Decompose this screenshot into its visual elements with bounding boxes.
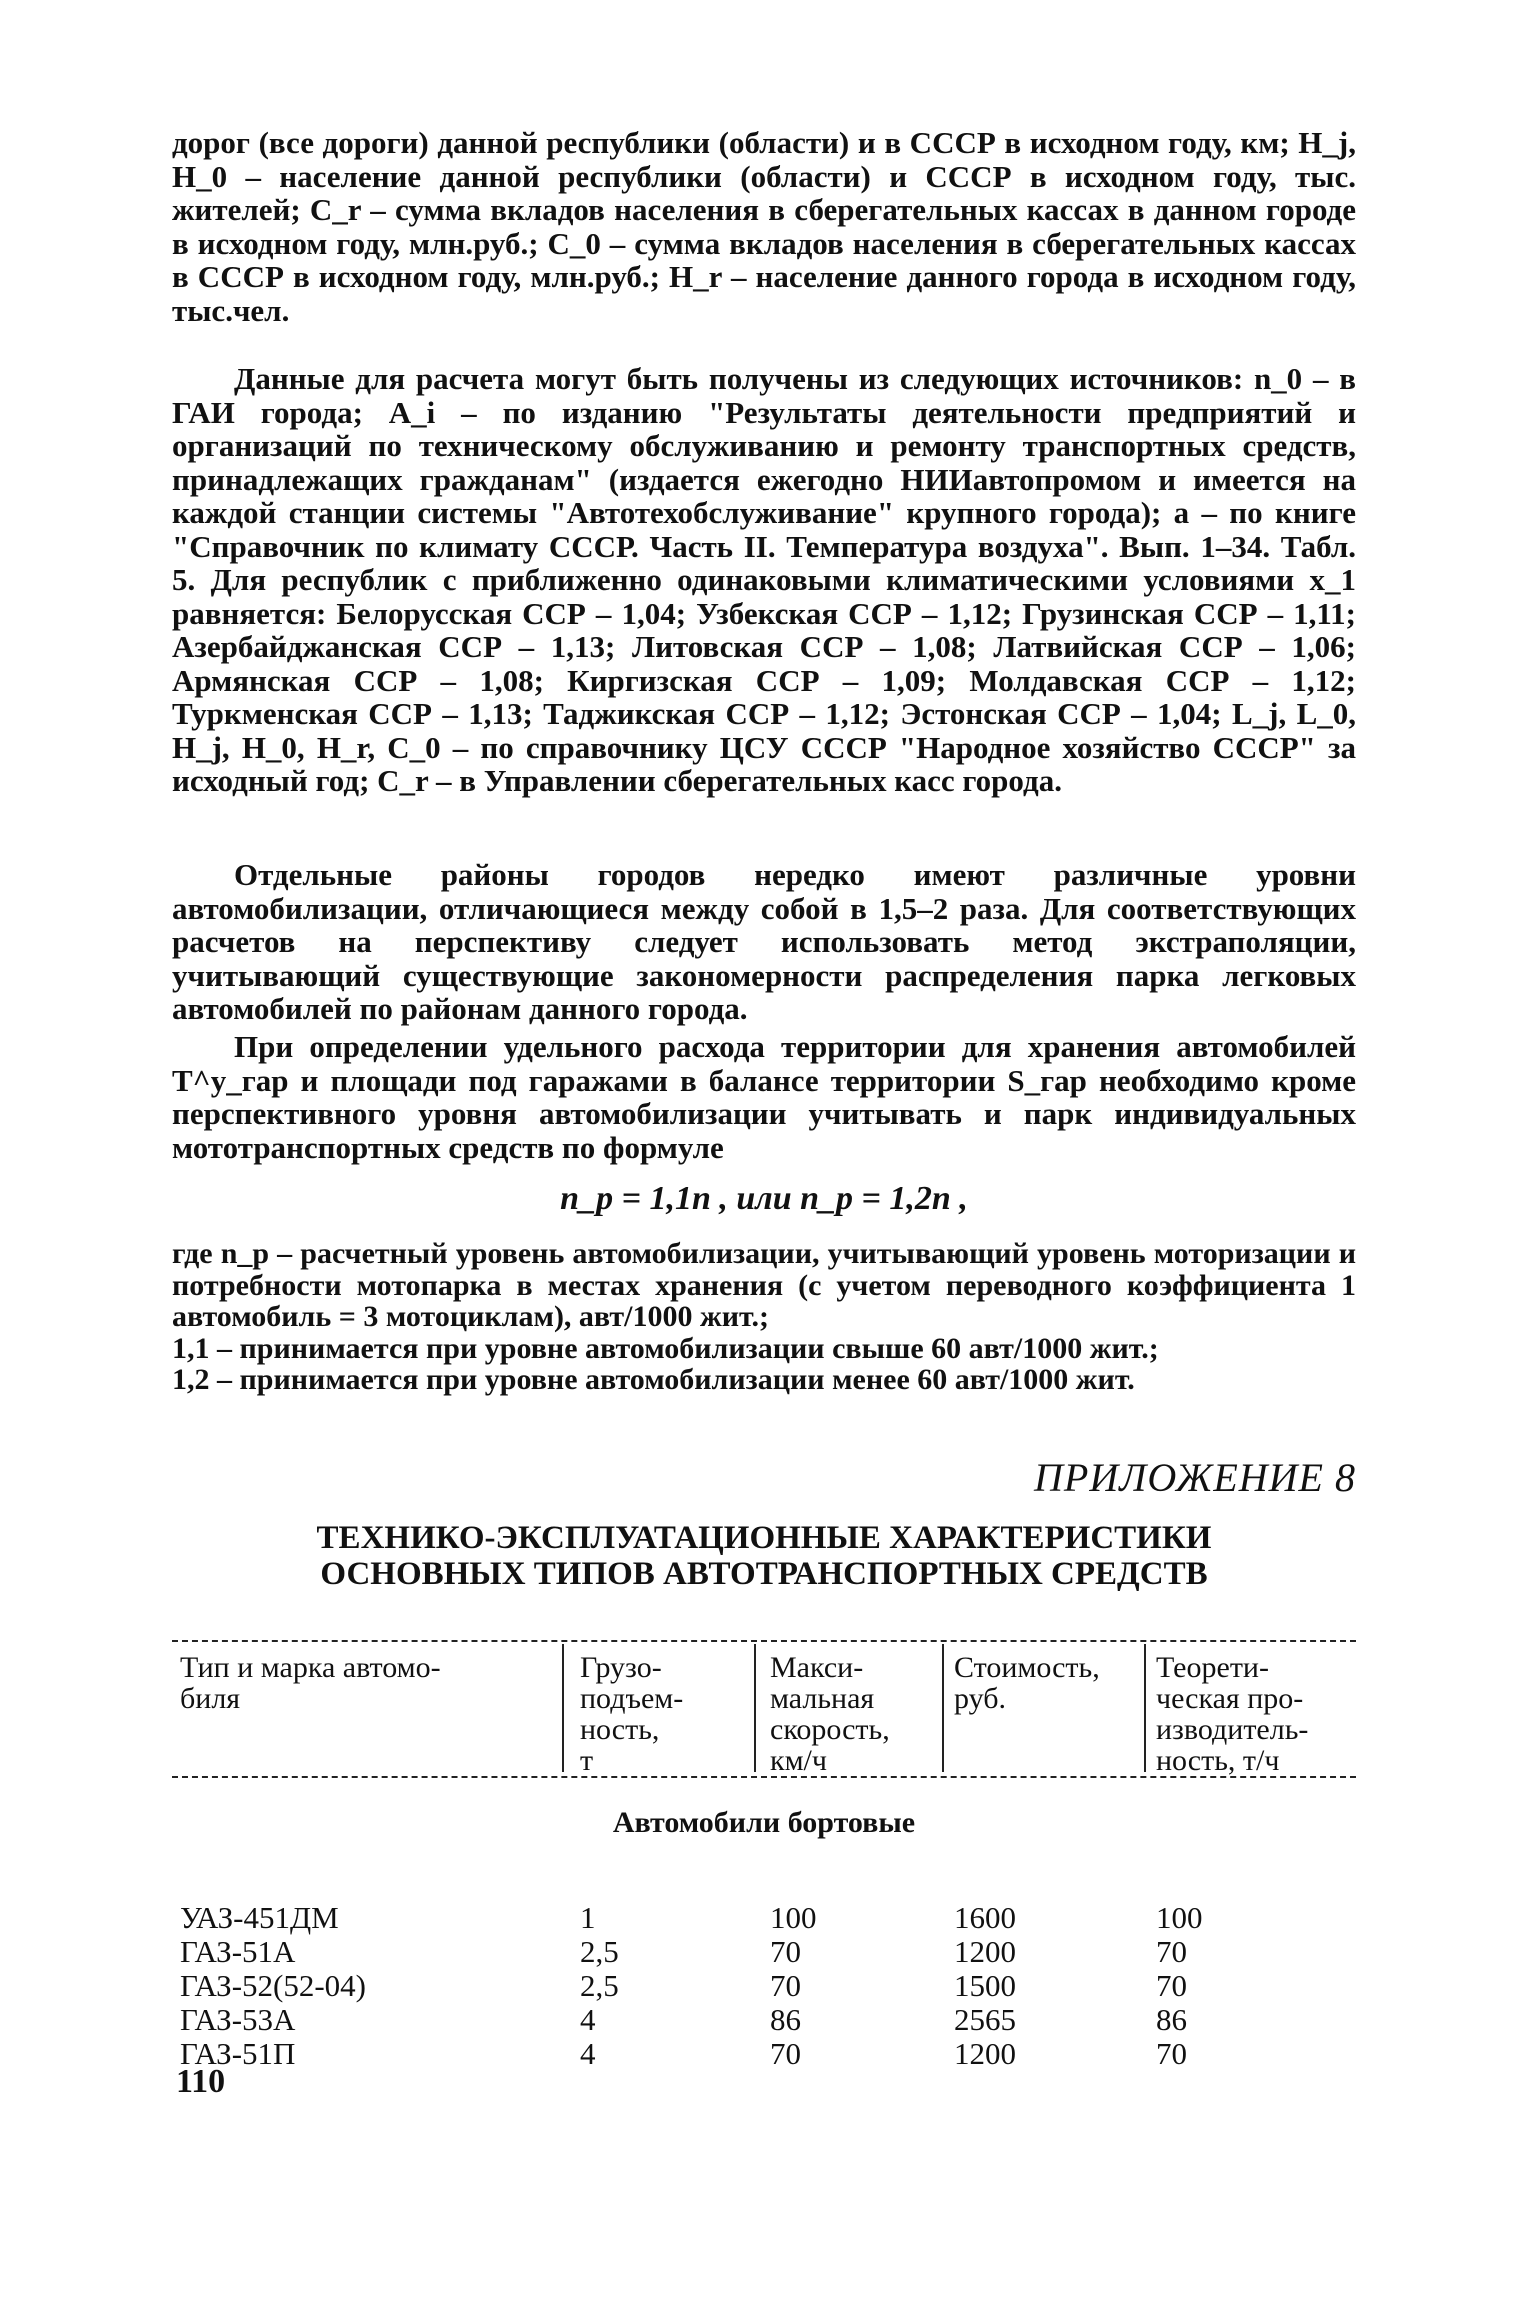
header-line: руб. bbox=[954, 1682, 1006, 1715]
paragraph-4 bbox=[172, 1030, 1356, 1164]
table-row bbox=[172, 2036, 1356, 2070]
column-divider bbox=[942, 1644, 944, 1772]
cell-speed: 100 bbox=[770, 1900, 817, 1935]
header-line: подъем- bbox=[580, 1682, 684, 1715]
cell-cost: 1500 bbox=[954, 1968, 1016, 2003]
header-line: Теорети- bbox=[1156, 1651, 1269, 1684]
column-divider bbox=[754, 1644, 756, 1772]
header-line: км/ч bbox=[770, 1744, 827, 1777]
cell-cost: 1200 bbox=[954, 2036, 1016, 2071]
column-divider bbox=[562, 1644, 564, 1772]
cell-speed: 86 bbox=[770, 2002, 801, 2037]
table-header-rule bbox=[172, 1776, 1356, 1778]
header-line: изводитель- bbox=[1156, 1713, 1309, 1746]
header-line: ность, bbox=[580, 1713, 660, 1746]
paragraph-text: дорог (все дороги) данной республики (области) и в СССР в исходном году, км; H_j, H_0 – население данной республики (области) и СССР в исходном году, тыс. жителей; C_r – сумма вкладов населения в сберегательных кассах в данном городе в исходном году, млн.руб.; C_0 – сумма вкладов населения в сберегательных кассах в СССР в исходном году, млн.руб.; H_r – население данного города в исходном году, тыс.чел. bbox=[172, 125, 1356, 328]
column-divider bbox=[1144, 1644, 1146, 1772]
header-line: биля bbox=[180, 1682, 241, 1715]
cell-cost: 1600 bbox=[954, 1900, 1016, 1935]
table-row bbox=[172, 2002, 1356, 2036]
column-header-speed bbox=[770, 1652, 890, 1776]
cell-type: УАЗ-451ДМ bbox=[180, 1900, 339, 1935]
cell-type: ГАЗ-52(52-04) bbox=[180, 1968, 366, 2003]
cell-capacity: 2,5 bbox=[580, 1968, 619, 2003]
explanation-line: где n_p – расчетный уровень автомобилизации, учитывающий уровень моторизации и потребности мотопарка в местах хранения (с учетом переводного коэффициента 1 автомобиль = 3 мотоциклам), авт/1000 жит.; bbox=[172, 1237, 1356, 1333]
column-header-cost bbox=[954, 1652, 1100, 1714]
paragraph-1 bbox=[172, 126, 1356, 327]
appendix-title-line: ТЕХНИКО-ЭКСПЛУАТАЦИОННЫЕ ХАРАКТЕРИСТИКИ bbox=[316, 1520, 1212, 1556]
cell-speed: 70 bbox=[770, 1968, 801, 2003]
cell-productivity: 100 bbox=[1156, 1900, 1203, 1935]
table-row bbox=[172, 1900, 1356, 1934]
header-line: скорость, bbox=[770, 1713, 890, 1746]
cell-productivity: 70 bbox=[1156, 1934, 1187, 1969]
cell-capacity: 4 bbox=[580, 2002, 596, 2037]
appendix-title bbox=[172, 1520, 1356, 1592]
appendix-label: ПРИЛОЖЕНИЕ 8 bbox=[1034, 1455, 1356, 1500]
cell-type: ГАЗ-53А bbox=[180, 2002, 296, 2037]
paragraph-text: Отдельные районы городов нередко имеют различные уровни автомобилизации, отличающиеся между собой в 1,5–2 раза. Для соответствующих расчетов на перспективу следует использовать метод экстраполяции, учитывающий существующие закономерности распределения парка легковых автомобилей по районам данного города. bbox=[172, 857, 1356, 1026]
paragraph-text: При определении удельного расхода территории для хранения автомобилей T^y_гар и площади под гаражами в балансе территории S_гар необходимо кроме перспективного уровня автомобилизации учитывать и парк индивидуальных мототранспортных средств по формуле bbox=[172, 1029, 1356, 1165]
cell-productivity: 70 bbox=[1156, 2036, 1187, 2071]
column-header-capacity bbox=[580, 1652, 683, 1776]
cell-cost: 2565 bbox=[954, 2002, 1016, 2037]
cell-cost: 1200 bbox=[954, 1934, 1016, 1969]
column-header-type bbox=[180, 1652, 441, 1714]
header-line: ность, т/ч bbox=[1156, 1744, 1280, 1777]
cell-productivity: 86 bbox=[1156, 2002, 1187, 2037]
table-section-heading: Автомобили бортовые bbox=[612, 1806, 916, 1839]
cell-productivity: 70 bbox=[1156, 1968, 1187, 2003]
header-line: мальная bbox=[770, 1682, 875, 1715]
header-line: Макси- bbox=[770, 1651, 864, 1684]
formula: n_p = 1,1n , или n_p = 1,2n , bbox=[560, 1180, 968, 1217]
explanation-line: 1,2 – принимается при уровне автомобилизации менее 60 авт/1000 жит. bbox=[172, 1363, 1135, 1396]
cell-type: ГАЗ-51П bbox=[180, 2036, 296, 2071]
cell-speed: 70 bbox=[770, 2036, 801, 2071]
explanation-line: 1,1 – принимается при уровне автомобилизации свыше 60 авт/1000 жит.; bbox=[172, 1331, 1159, 1365]
paragraph-text: Данные для расчета могут быть получены из следующих источников: n_0 – в ГАИ города; A_i – по изданию "Результаты деятельности предприятий и организаций по техническому обслуживанию и ремонту транспортных средств, принадлежащих гражданам" (издается ежегодно НИИавтопромом и имеется на каждой станции системы "Автотехобслуживание" крупного города); a – по книге "Справочник по климату СССР. Часть II. Температура воздуха". Вып. 1–34. Табл. 5. Для республик с приближенно одинаковыми климатическими условиями x_1 равняется: Белорусская ССР – 1,04; Узбекская ССР – 1,12; Грузинская ССР – 1,11; Азербайджанская ССР – 1,13; Литовская ССР – 1,08; Латвийская ССР – 1,06; Армянская ССР – 1,08; Киргизская ССР – 1,09; Молдавская ССР – 1,12; Туркменская ССР – 1,13; Таджикская ССР – 1,12; Эстонская ССР – 1,04; L_j, L_0, H_j, H_0, H_r, C_0 – по справочнику ЦСУ СССР "Народное хозяйство СССР" за исходный год; C_r – в Управлении сберегательных касс города. bbox=[172, 361, 1356, 798]
paragraph-2 bbox=[172, 362, 1356, 798]
header-line: Грузо- bbox=[580, 1651, 662, 1684]
paragraph-3 bbox=[172, 858, 1356, 1026]
cell-capacity: 2,5 bbox=[580, 1934, 619, 1969]
cell-capacity: 1 bbox=[580, 1900, 596, 1935]
table-row bbox=[172, 1934, 1356, 1968]
table-row bbox=[172, 1968, 1356, 2002]
page-number: 110 bbox=[176, 2063, 226, 2100]
cell-type: ГАЗ-51А bbox=[180, 1934, 296, 1969]
cell-capacity: 4 bbox=[580, 2036, 596, 2071]
header-line: т bbox=[580, 1744, 594, 1777]
appendix-title-line: ОСНОВНЫХ ТИПОВ АВТОТРАНСПОРТНЫХ СРЕДСТВ bbox=[320, 1556, 1208, 1592]
cell-speed: 70 bbox=[770, 1934, 801, 1969]
column-header-productivity bbox=[1156, 1652, 1308, 1776]
header-line: Стоимость, bbox=[954, 1651, 1100, 1684]
formula-explanation bbox=[172, 1238, 1356, 1396]
header-line: Тип и марка автомо- bbox=[180, 1651, 441, 1684]
header-line: ческая про- bbox=[1156, 1682, 1304, 1715]
table-top-rule bbox=[172, 1640, 1356, 1642]
